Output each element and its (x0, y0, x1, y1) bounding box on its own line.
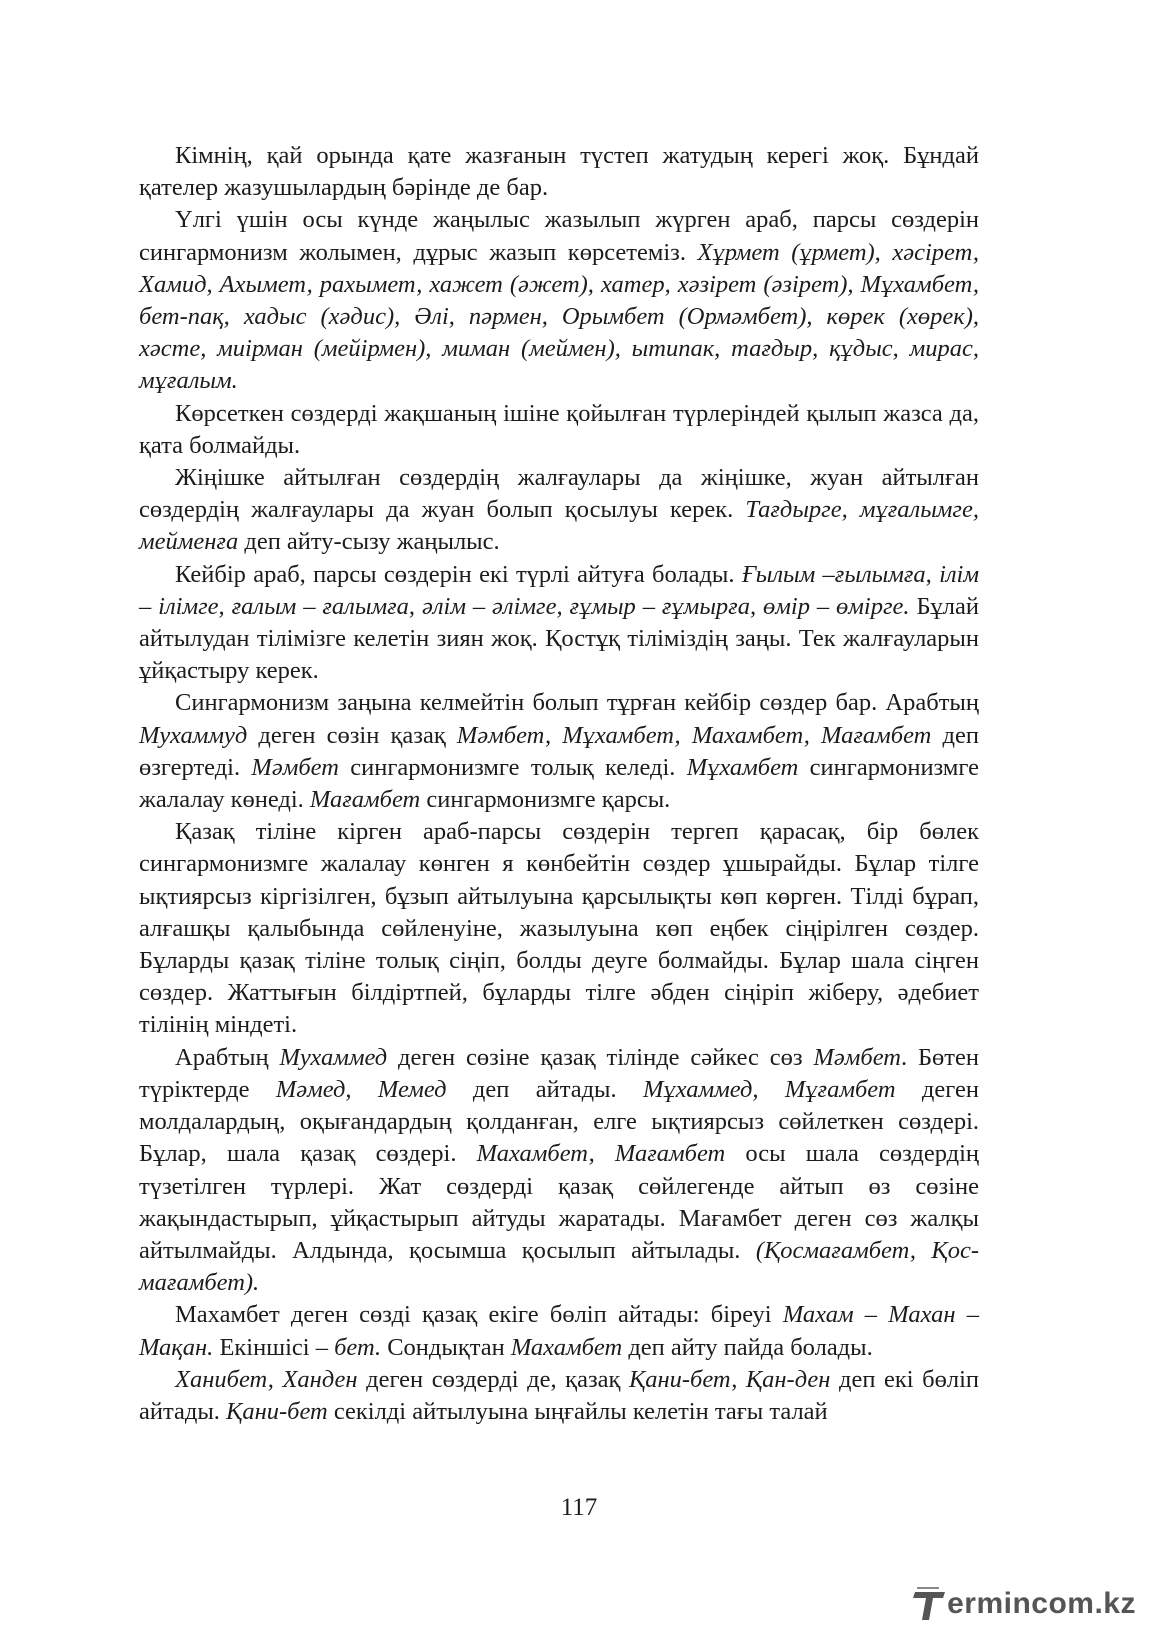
text-run: деп айту пайда болады. (622, 1333, 873, 1361)
paragraph (139, 687, 979, 816)
italic-text-run: (Қосмағамбет, Қос-мағамбет). (139, 1236, 979, 1297)
text-run: Арабтың (175, 1043, 280, 1071)
t-logo-icon (913, 1586, 947, 1622)
italic-text-run: Мәмбет, Мұхамбет, Махамбет, Мағамбет (456, 721, 932, 749)
italic-text-run: Мәмед, Мемед (275, 1075, 447, 1103)
text-run: Сондықтан (381, 1333, 511, 1361)
text-run: Екіншісі – (213, 1333, 335, 1361)
italic-text-run: Қани-бет, Қан-ден (628, 1365, 831, 1393)
text-run: . Бөтен түріктерде (139, 1043, 979, 1103)
text-run: Сингармонизм заңына келмейтін болып тұрған кейбір сөздер бар. Арабтың (175, 689, 979, 717)
italic-text-run: Мухаммед (279, 1043, 388, 1071)
paragraph (139, 1364, 979, 1428)
text-run: Кімнің, қай орында қате жазғанын түстеп жатудың керегі жоқ. Бұндай қателер жазушылардың бәрінде де бар. (139, 142, 979, 202)
italic-text-run: Мағамбет (309, 786, 421, 814)
text-run: Қазақ тіліне кірген араб-парсы сөздерін тергеп қарасақ, бір бөлек сингармонизмге жалалау көнген я көнбейтін сөздер ұшырайды. Бұлар тілге ықтиярсыз кіргізілген, бұзып айтылуына қарсылықты көп көрген. Тілді бұрап, алғашқы қалыбында сөйленуіне, жазылуына көп еңбек сіңірілген сөздер. Бұларды қазақ тіліне толық сіңіп, болды деуге болмайды. Бұлар шала сіңген сөздер. Жаттығын білдіртпей, бұларды тілге әбден сіңіріп жіберу, әдебиет тілінің міндеті. (139, 818, 979, 1039)
text-run: деген сөзін қазақ (247, 721, 457, 749)
paragraph (139, 398, 979, 462)
text-run: деп айту-сызу жаңылыс. (238, 528, 500, 556)
paragraph (139, 559, 979, 688)
paragraph (139, 1042, 979, 1300)
text-run: деген молдалардың, оқығандардың қолданған, елге ықтиярсыз сөйлеткен сөздері. Бұлар, шала қазақ сөздері. (139, 1075, 979, 1168)
text-run: Көрсеткен сөздерді жақшаның ішіне қойылған түрлеріндей қылып жазса да, қата болмайды. (139, 399, 979, 459)
watermark-logo (913, 1583, 1136, 1625)
page-body (139, 140, 979, 1428)
italic-text-run: Мұхамбет (686, 753, 799, 781)
paragraph (139, 816, 979, 1041)
italic-text-run: Махамбет, Мағамбет (476, 1140, 726, 1168)
text-run: Махамбет деген сөзді қазақ екіге бөліп айтады: біреуі (175, 1301, 783, 1329)
text-run: деген сөзіне қазақ тілінде сәйкес сөз (387, 1043, 814, 1071)
italic-text-run: Тағдырге, мұғалымге, мейменға (139, 496, 979, 556)
text-run: Жіңішке айтылған сөздердің жалғаулары да жіңішке, жуан айтылған сөздердің жалғаулары да жуан болып қосылуы керек. (139, 464, 979, 524)
paragraph (139, 462, 979, 559)
italic-text-run: Қани-бет (226, 1397, 328, 1425)
text-run: сингармонизмге жалалау көнеді. (139, 753, 979, 814)
paragraph (139, 204, 979, 397)
italic-text-run: Мухаммуд (139, 721, 248, 749)
italic-text-run: Мұхаммед, Мұғамбет (643, 1075, 896, 1103)
italic-text-run: Ханибет, Ханден (175, 1365, 358, 1393)
page-number: 117 (560, 1494, 598, 1521)
italic-text-run: Ғылым –ғылымға, ілім – ілімге, ғалым – ғалымға, әлім – әлімге, ғұмыр – ғұмырға, өмір – өмірге. (139, 560, 979, 620)
watermark-text: ermincоm.kz (947, 1587, 1136, 1620)
italic-text-run: Мәмбет (813, 1043, 901, 1071)
italic-text-run: Мәмбет (251, 753, 339, 781)
text-run: Кейбір араб, парсы сөздерін екі түрлі айтуға болады. (175, 560, 742, 588)
text-run: Үлгі үшін осы күнде жаңылыс жазылып жүрген араб, парсы сөздерін сингармонизм жолымен, дұрыс жазып көрсетеміз. (139, 206, 979, 266)
italic-text-run: Махамбет (510, 1333, 623, 1361)
text-run: деп айтады. (446, 1075, 643, 1103)
text-run: деген сөздерді де, қазақ (357, 1365, 629, 1393)
text-run: деп өзгертеді. (139, 721, 979, 781)
italic-text-run: Хұрмет (ұрмет), хәсірет, Хамид, Ахымет, рахымет, хажет (әжет), хатер, хәзірет (әзірет), Мұхамбет, бет-пақ, хадыс (хәдис), Әлі, пәрмен, Орымбет (Ормәмбет), көрек (хөрек), хәсте, миірман (мейірмен), миман (меймен), ытипак, тағдыр, құдыс, мирас, мұғалым. (139, 238, 980, 395)
italic-text-run: бет. (334, 1333, 382, 1361)
text-run: деп екі бөліп айтады. (139, 1365, 979, 1425)
paragraph (139, 1299, 979, 1363)
paragraph (139, 140, 979, 204)
text-run: осы шала сөздердің түзетілген түрлері. Жат сөздерді қазақ сөйлегенде айтып өз сөзіне жақындастырып, ұйқастырып айтуды жаратады. Мағамбет деген сөз жалқы айтылмайды. Алдында, қосымша қосылып айтылады. (139, 1140, 980, 1264)
text-run: Бұлай айтылудан тілімізге келетін зиян жоқ. Қостұқ тіліміздің заңы. Тек жалғауларын ұйқастыру керек. (139, 592, 979, 685)
text-run: секілді айтылуына ыңғайлы келетін тағы талай (327, 1397, 828, 1425)
text-run: сингармонизмге қарсы. (420, 786, 671, 814)
italic-text-run: Махам – Махан – Мақан. (139, 1301, 979, 1361)
text-run: сингармонизмге толық келеді. (338, 753, 687, 781)
